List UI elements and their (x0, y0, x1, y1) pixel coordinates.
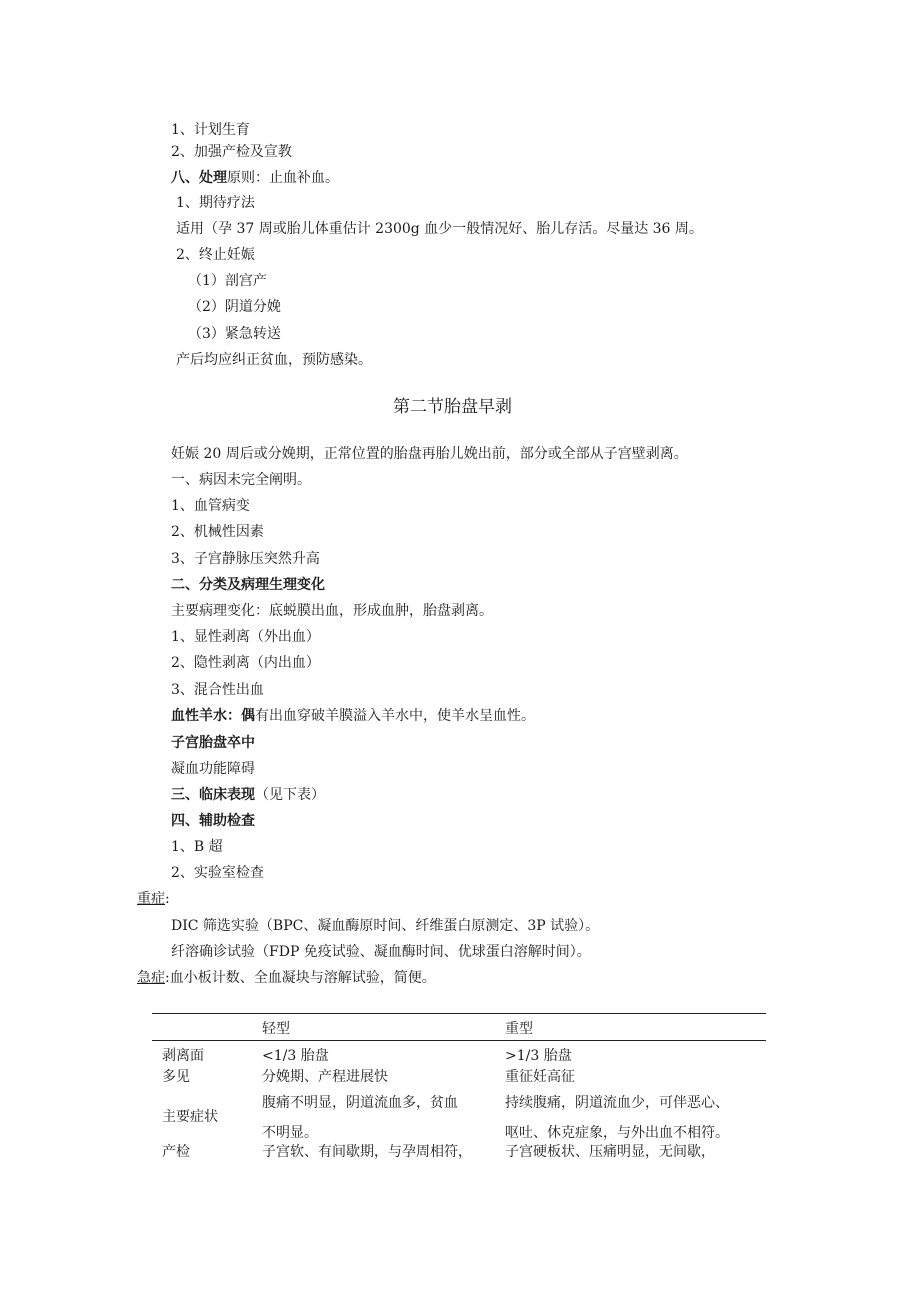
table-cell: 分娩期、产程进展快 (262, 1069, 388, 1085)
heading-text: （见下表） (255, 787, 325, 803)
heading-classification: 二、分类及病理生理变化 (171, 577, 325, 593)
heading-label: 八、处理 (171, 170, 227, 186)
table-cell: 呕吐、休克症象，与外出血不相符。 (505, 1125, 729, 1141)
text-line: 1、计划生育 (171, 122, 250, 138)
text-line: 3、子宫静脉压突然升高 (171, 551, 320, 567)
text-line: 适用（孕 37 周或胎儿体重估计 2300g 血少一般情况好、胎儿存活。尽量达 36 周。 (176, 221, 703, 237)
section-title: 第二节胎盘早剥 (393, 397, 512, 417)
table-header-severe: 重型 (505, 1021, 533, 1037)
table-cell: 产检 (162, 1144, 190, 1160)
term-label: 血性羊水：偶 (171, 708, 255, 724)
label-severe (137, 889, 170, 909)
text-line: （2）阴道分娩 (188, 299, 281, 315)
table-cell: >1/3 胎盘 (505, 1048, 572, 1064)
text-line: （1）剖宫产 (188, 273, 267, 289)
table-header-mild: 轻型 (262, 1021, 290, 1037)
table-cell: <1/3 胎盘 (262, 1048, 329, 1064)
text-line: 妊娠 20 周后或分娩期，正常位置的胎盘再胎儿娩出前，部分或全部从子宫壁剥离。 (171, 446, 688, 462)
text-line: 纤溶确诊试验（FDP 免疫试验、凝血酶时间、优球蛋白溶解时间）。 (171, 944, 591, 960)
table-cell: 持续腹痛，阴道流血少，可伴恶心、 (505, 1095, 729, 1111)
term-uterine-apoplexy: 子宫胎盘卒中 (171, 735, 255, 751)
table-header-rule (152, 1040, 766, 1041)
label-colon: : (165, 891, 170, 907)
table-cell: 剥离面 (162, 1048, 204, 1064)
text-line: 一、病因未完全阐明。 (171, 472, 311, 488)
table-cell: 子宫软、有间歇期，与孕周相符， (262, 1144, 472, 1160)
text-line: 1、期待疗法 (176, 195, 255, 211)
text-line: 2、隐性剥离（内出血） (171, 655, 320, 671)
text-line: 3、混合性出血 (171, 682, 264, 698)
label-underlined: 急症 (137, 970, 165, 986)
table-cell: 不明显。 (262, 1125, 318, 1141)
label-text: :血小板计数、全血凝块与溶解试验，简便。 (165, 970, 436, 986)
text-line: 2、终止妊娠 (176, 247, 255, 263)
heading-exam: 四、辅助检查 (171, 813, 255, 829)
label-emergency (137, 968, 436, 988)
table-cell: 主要症状 (162, 1109, 218, 1125)
text-line: 主要病理变化：底蜕膜出血，形成血肿，胎盘剥离。 (171, 603, 493, 619)
text-line: 1、B 超 (171, 839, 223, 855)
text-line: 1、血管病变 (171, 498, 250, 514)
table-top-rule (152, 1013, 766, 1014)
table-cell: 多见 (162, 1069, 190, 1085)
text-line: 产后均应纠正贫血，预防感染。 (176, 352, 372, 368)
text-line: 1、显性剥离（外出血） (171, 629, 320, 645)
table-cell: 子宫硬板状、压痛明显，无间歇， (505, 1144, 715, 1160)
heading-label: 三、临床表现 (171, 787, 255, 803)
text-line: DIC 筛选实验（BPC、凝血酶原时间、纤维蛋白原测定、3P 试验）。 (171, 918, 600, 934)
text-line: 2、实验室检查 (171, 865, 264, 881)
text-line: 凝血功能障碍 (171, 761, 255, 777)
heading-text: 原则：止血补血。 (227, 170, 339, 186)
text-line-bloody-amniotic (171, 706, 535, 726)
table-cell: 重征妊高征 (505, 1069, 575, 1085)
label-underlined: 重症 (137, 891, 165, 907)
term-text: 有出血穿破羊膜溢入羊水中，使羊水呈血性。 (255, 708, 535, 724)
text-line: 2、加强产检及宣教 (171, 144, 292, 160)
table-cell: 腹痛不明显，阴道流血多，贫血 (262, 1095, 458, 1111)
heading-clinical (171, 785, 325, 805)
text-line: 2、机械性因素 (171, 524, 264, 540)
text-line: （3）紧急转送 (188, 326, 281, 342)
heading-treatment (171, 168, 339, 188)
